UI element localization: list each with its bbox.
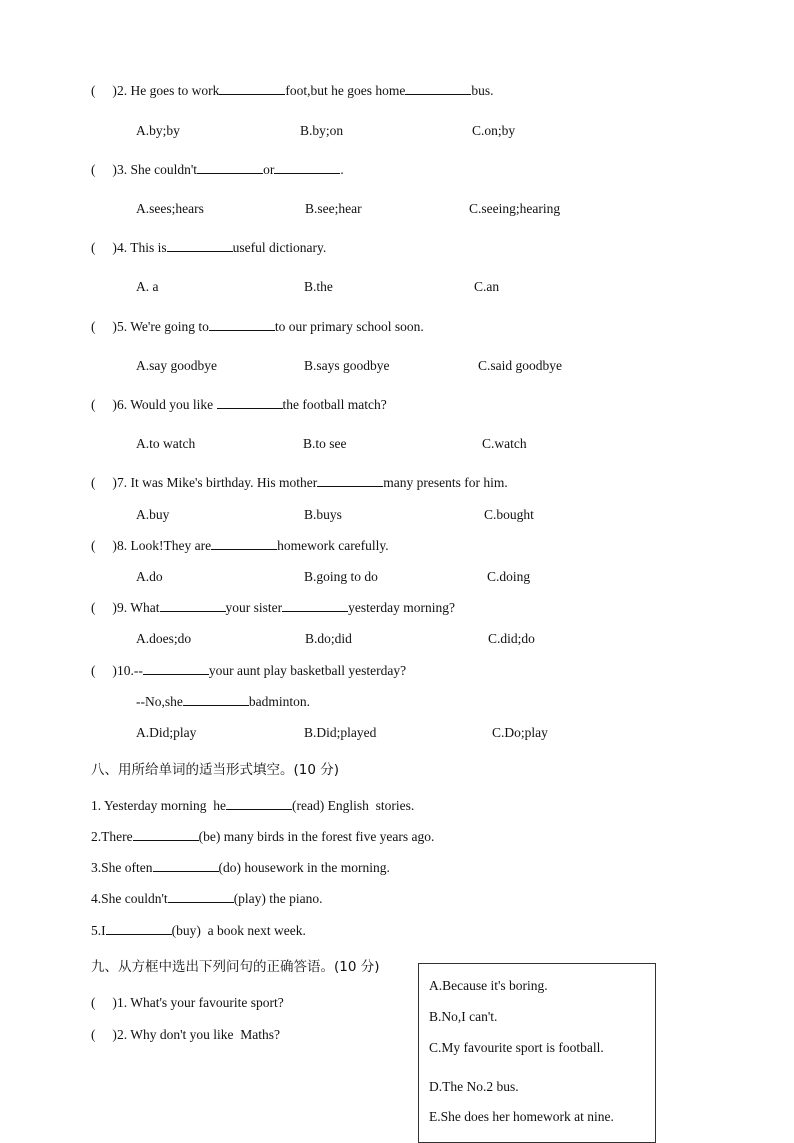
question-text: your aunt play basketball yesterday?: [208, 663, 407, 678]
blank[interactable]: [153, 859, 219, 872]
option-a: A.do: [136, 569, 163, 584]
blank[interactable]: [209, 318, 275, 331]
fill-item-1: [91, 797, 414, 815]
choice-d: D.The No.2 bus.: [429, 1079, 519, 1094]
blank[interactable]: [274, 161, 340, 174]
item-text: 4.She couldn't: [91, 891, 168, 906]
answer-paren[interactable]: ( ): [91, 600, 117, 615]
question-text: badminton.: [248, 694, 310, 709]
option-a: A.buy: [136, 507, 170, 522]
question-text: homework carefully.: [277, 538, 389, 553]
option-c: C.seeing;hearing: [469, 201, 561, 216]
blank[interactable]: [197, 161, 263, 174]
answer-paren[interactable]: ( ): [91, 663, 117, 678]
answer-paren[interactable]: ( ): [91, 1027, 117, 1042]
option-c: C.doing: [487, 569, 531, 584]
item-text: (do) housework in the morning.: [218, 860, 390, 875]
option-c: C.watch: [482, 436, 527, 451]
match-question-1: [91, 994, 284, 1012]
fill-item-5: [91, 922, 306, 940]
item-text: (be) many birds in the forest five years ago.: [198, 829, 435, 844]
answer-paren[interactable]: ( ): [91, 475, 117, 490]
question-text: 8. Look!They are: [117, 538, 212, 553]
question-text: many presents for him.: [383, 475, 508, 490]
blank[interactable]: [219, 82, 285, 95]
blank[interactable]: [133, 828, 199, 841]
answer-paren[interactable]: ( ): [91, 240, 117, 255]
question-10-reply: [136, 693, 310, 711]
blank[interactable]: [211, 537, 277, 550]
question-3: [91, 161, 344, 179]
option-b: B.going to do: [304, 569, 378, 584]
fill-item-2: [91, 828, 434, 846]
choice-a: A.Because it's boring.: [429, 978, 548, 993]
question-7: [91, 474, 508, 492]
question-text: .: [340, 162, 344, 177]
fill-item-4: [91, 890, 323, 908]
question-text: 3. She couldn't: [117, 162, 198, 177]
question-text: 2. Why don't you like Maths?: [117, 1027, 281, 1042]
item-text: 2.There: [91, 829, 133, 844]
blank[interactable]: [168, 890, 234, 903]
question-text: or: [263, 162, 275, 177]
option-a: A. a: [136, 279, 159, 294]
question-text: yesterday morning?: [348, 600, 455, 615]
question-text: 10.--: [117, 663, 143, 678]
question-text: 4. This is: [117, 240, 167, 255]
option-a: A.does;do: [136, 631, 192, 646]
question-10: [91, 662, 406, 680]
question-2: [91, 82, 493, 100]
option-b: B.see;hear: [305, 201, 362, 216]
option-a: A.sees;hears: [136, 201, 204, 216]
question-text: foot,but he goes home: [285, 83, 406, 98]
question-text: to our primary school soon.: [274, 319, 424, 334]
option-a: A.to watch: [136, 436, 196, 451]
question-text: 6. Would you like: [117, 397, 217, 412]
option-b: B.to see: [303, 436, 347, 451]
question-text: your sister: [225, 600, 283, 615]
item-text: (read) English stories.: [292, 798, 415, 813]
blank[interactable]: [183, 693, 249, 706]
question-9: [91, 599, 455, 617]
section-9-heading: 九、从方框中选出下列问句的正确答语。(10 分): [91, 959, 380, 975]
item-text: (play) the piano.: [233, 891, 323, 906]
blank[interactable]: [160, 599, 226, 612]
item-text: 3.She often: [91, 860, 153, 875]
question-text: bus.: [471, 83, 494, 98]
blank[interactable]: [106, 922, 172, 935]
option-b: B.Did;played: [304, 725, 377, 740]
fill-item-3: [91, 859, 390, 877]
question-6: [91, 396, 387, 414]
item-text: (buy) a book next week.: [171, 923, 306, 938]
answer-paren[interactable]: ( ): [91, 162, 117, 177]
answer-paren[interactable]: ( ): [91, 995, 117, 1010]
question-text: the football match?: [282, 397, 387, 412]
option-c: C.an: [474, 279, 500, 294]
item-text: 5.I: [91, 923, 106, 938]
blank[interactable]: [405, 82, 471, 95]
option-b: B.buys: [304, 507, 342, 522]
match-question-2: [91, 1026, 280, 1044]
question-text: 5. We're going to: [117, 319, 209, 334]
section-8-heading: 八、用所给单词的适当形式填空。(10 分): [91, 762, 340, 778]
question-8: [91, 537, 389, 555]
option-b: B.says goodbye: [304, 358, 390, 373]
question-text: 9. What: [117, 600, 160, 615]
answer-choices-box: [418, 963, 656, 1143]
answer-paren[interactable]: ( ): [91, 83, 117, 98]
option-b: B.by;on: [300, 123, 344, 138]
blank[interactable]: [143, 662, 209, 675]
option-c: C.said goodbye: [478, 358, 562, 373]
option-c: C.Do;play: [492, 725, 548, 740]
choice-e: E.She does her homework at nine.: [429, 1109, 614, 1124]
question-4: [91, 239, 326, 257]
blank[interactable]: [282, 599, 348, 612]
blank[interactable]: [226, 797, 292, 810]
question-text: 1. What's your favourite sport?: [117, 995, 284, 1010]
blank[interactable]: [217, 396, 283, 409]
answer-paren[interactable]: ( ): [91, 397, 117, 412]
question-5: [91, 318, 424, 336]
question-text: 7. It was Mike's birthday. His mother: [117, 475, 318, 490]
option-c: C.did;do: [488, 631, 535, 646]
blank[interactable]: [317, 474, 383, 487]
option-a: A.by;by: [136, 123, 180, 138]
option-b: B.do;did: [305, 631, 352, 646]
option-b: B.the: [304, 279, 333, 294]
option-c: C.bought: [484, 507, 534, 522]
item-text: 1. Yesterday morning he: [91, 798, 226, 813]
answer-paren[interactable]: ( ): [91, 538, 117, 553]
option-a: A.say goodbye: [136, 358, 217, 373]
option-c: C.on;by: [472, 123, 516, 138]
blank[interactable]: [167, 239, 233, 252]
choice-c: C.My favourite sport is football.: [429, 1040, 604, 1055]
option-a: A.Did;play: [136, 725, 197, 740]
choice-b: B.No,I can't.: [429, 1009, 498, 1024]
question-text: 2. He goes to work: [117, 83, 220, 98]
answer-paren[interactable]: ( ): [91, 319, 117, 334]
question-text: useful dictionary.: [232, 240, 327, 255]
question-text: --No,she: [136, 694, 183, 709]
